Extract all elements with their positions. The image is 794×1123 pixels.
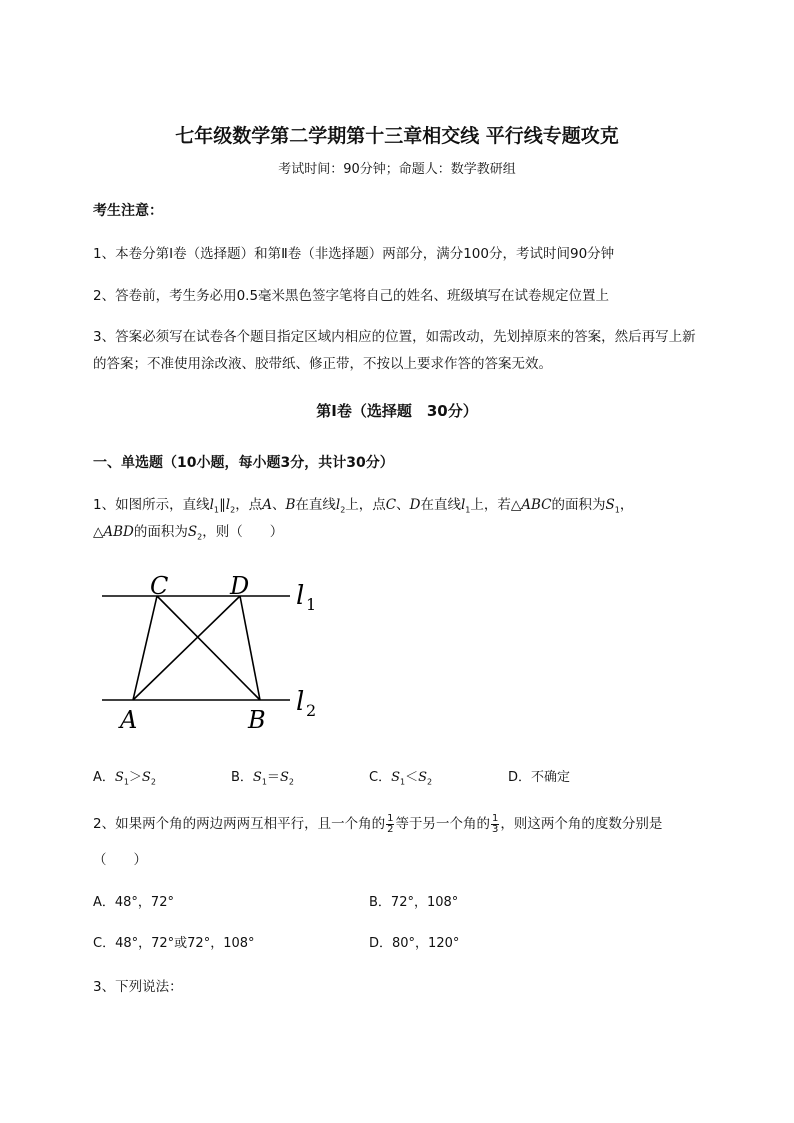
q2-text: ，则这两个角的度数分别是: [500, 816, 663, 832]
figure-segment-DA: [133, 596, 240, 700]
q2-option-d[interactable]: D．80°，120°: [369, 936, 460, 951]
fraction-half: [386, 814, 394, 835]
fraction-denominator: 2: [387, 823, 394, 835]
figure-segment-CA: [133, 596, 157, 700]
q1-var-ABD: ABD: [103, 524, 134, 540]
fraction-numerator: 1: [491, 812, 499, 824]
q1-text: 的面积为: [551, 497, 606, 513]
option-sub: 2: [150, 777, 156, 787]
q1-option-d[interactable]: [508, 766, 570, 785]
q1-var-l2: l: [225, 497, 231, 513]
option-letter: C．: [369, 770, 392, 785]
figure-segment-CB: [157, 596, 260, 700]
q1-text: 、: [396, 497, 410, 513]
q1-text: 的面积为: [133, 524, 188, 540]
option-text: 不确定: [531, 770, 571, 785]
notice-heading: 考生注意：: [93, 203, 163, 219]
fraction-numerator: 1: [387, 812, 394, 824]
q1-text: 在直线: [420, 497, 461, 513]
option-letter: B．: [231, 770, 253, 785]
fraction-denominator: 3: [491, 823, 499, 835]
exam-subtitle: 考试时间：90分钟；命题人：数学教研组: [278, 162, 516, 177]
q1-text: ，点: [235, 497, 263, 513]
figure-label-l2: l: [296, 687, 305, 717]
part-heading: 一、单选题（10小题，每小题3分，共计30分）: [93, 455, 394, 471]
q2-text: 等于另一个角的: [395, 816, 490, 832]
q1-text: 、: [271, 497, 286, 513]
q1-text: ，: [619, 497, 634, 513]
question-2-line-2: （ ）: [93, 852, 147, 868]
q1-text: 1、如图所示，直线: [93, 497, 210, 513]
option-var: S: [114, 770, 124, 785]
q1-sub: 1: [465, 505, 471, 515]
q1-var-l1: l: [460, 497, 466, 513]
q1-figure: [0, 560, 360, 740]
q1-triangle-symbol: △: [93, 524, 104, 540]
figure-label-C: C: [150, 572, 169, 600]
option-letter: D．: [508, 770, 532, 785]
q1-var-C: C: [385, 497, 397, 513]
figure-label-l1-sub: 1: [306, 595, 317, 614]
q2-text: 2、如果两个角的两边两两互相平行，且一个角的: [93, 816, 386, 832]
q1-text: ，则（ ）: [202, 524, 284, 540]
option-operator: ＞: [128, 770, 142, 785]
figure-label-l1: l: [296, 581, 305, 611]
question-1-line-1: [93, 493, 633, 515]
option-operator: ＝: [266, 770, 280, 785]
q1-var-B: B: [285, 497, 296, 513]
q1-var-D: D: [409, 497, 421, 513]
option-var: S: [141, 770, 151, 785]
q1-var-l1: l: [209, 497, 214, 513]
notice-item-3: 3、答案必须写在试卷各个题目指定区域内相应的位置，如需改动，先划掉原来的答案，然后再写上新: [93, 329, 696, 345]
notice-item-3-cont: 的答案；不准使用涂改液、胶带纸、修正带，不按以上要求作答的答案无效。: [93, 356, 552, 372]
option-var: S: [279, 770, 289, 785]
figure-label-B: B: [248, 706, 266, 734]
option-sub: 2: [427, 777, 433, 787]
q2-option-c[interactable]: C．48°，72°或72°，108°: [93, 936, 255, 951]
q1-option-c[interactable]: [369, 766, 432, 787]
figure-label-l2-sub: 2: [306, 701, 317, 720]
q1-var-S1: S: [605, 497, 615, 513]
q1-text: 上，点: [345, 497, 386, 513]
q1-var-ABC: ABC: [521, 497, 552, 513]
q1-text: 上，若△: [470, 497, 522, 513]
option-sub: 1: [123, 777, 129, 787]
figure-label-D: D: [230, 572, 250, 600]
option-var: S: [252, 770, 262, 785]
figure-label-A: A: [120, 706, 138, 734]
q1-sub: 1: [614, 505, 620, 515]
figure-segment-DB: [240, 596, 260, 700]
q1-var-l2: l: [335, 497, 341, 513]
notice-item-1: 1、本卷分第I卷（选择题）和第Ⅱ卷（非选择题）两部分，满分100分，考试时间90分钟: [93, 246, 615, 262]
q1-var-S2: S: [187, 524, 198, 540]
option-operator: ＜: [405, 770, 419, 785]
question-3-text: 3、下列说法：: [93, 979, 183, 995]
question-1-line-2: [93, 520, 283, 542]
q1-sub: 1: [213, 505, 220, 515]
q1-var-A: A: [262, 497, 272, 513]
q1-option-b[interactable]: [231, 766, 294, 787]
q2-option-a[interactable]: A．48°，72°: [93, 895, 174, 910]
q1-sub: 2: [340, 505, 346, 515]
exam-title: 七年级数学第二学期第十三章相交线 平行线专题攻克: [175, 125, 619, 147]
option-sub: 1: [399, 777, 406, 787]
option-var: S: [418, 770, 427, 785]
q1-sub: 2: [197, 532, 203, 542]
q2-option-b[interactable]: B．72°，108°: [369, 895, 459, 910]
q1-sub: 2: [230, 505, 236, 515]
section-title: 第I卷（选择题 30分）: [316, 402, 478, 420]
q1-option-a[interactable]: [93, 766, 156, 787]
option-var: S: [391, 770, 400, 785]
option-letter: A．: [93, 770, 115, 785]
fraction-third: [491, 814, 499, 835]
option-sub: 1: [261, 777, 267, 787]
notice-item-2: 2、答卷前，考生务必用0.5毫米黑色签字笔将自己的姓名、班级填写在试卷规定位置上: [93, 288, 610, 304]
q1-text: 在直线: [295, 497, 336, 513]
option-sub: 2: [288, 777, 294, 787]
question-2-line-1: [93, 812, 662, 835]
q1-parallel-symbol: ∥: [219, 497, 226, 513]
